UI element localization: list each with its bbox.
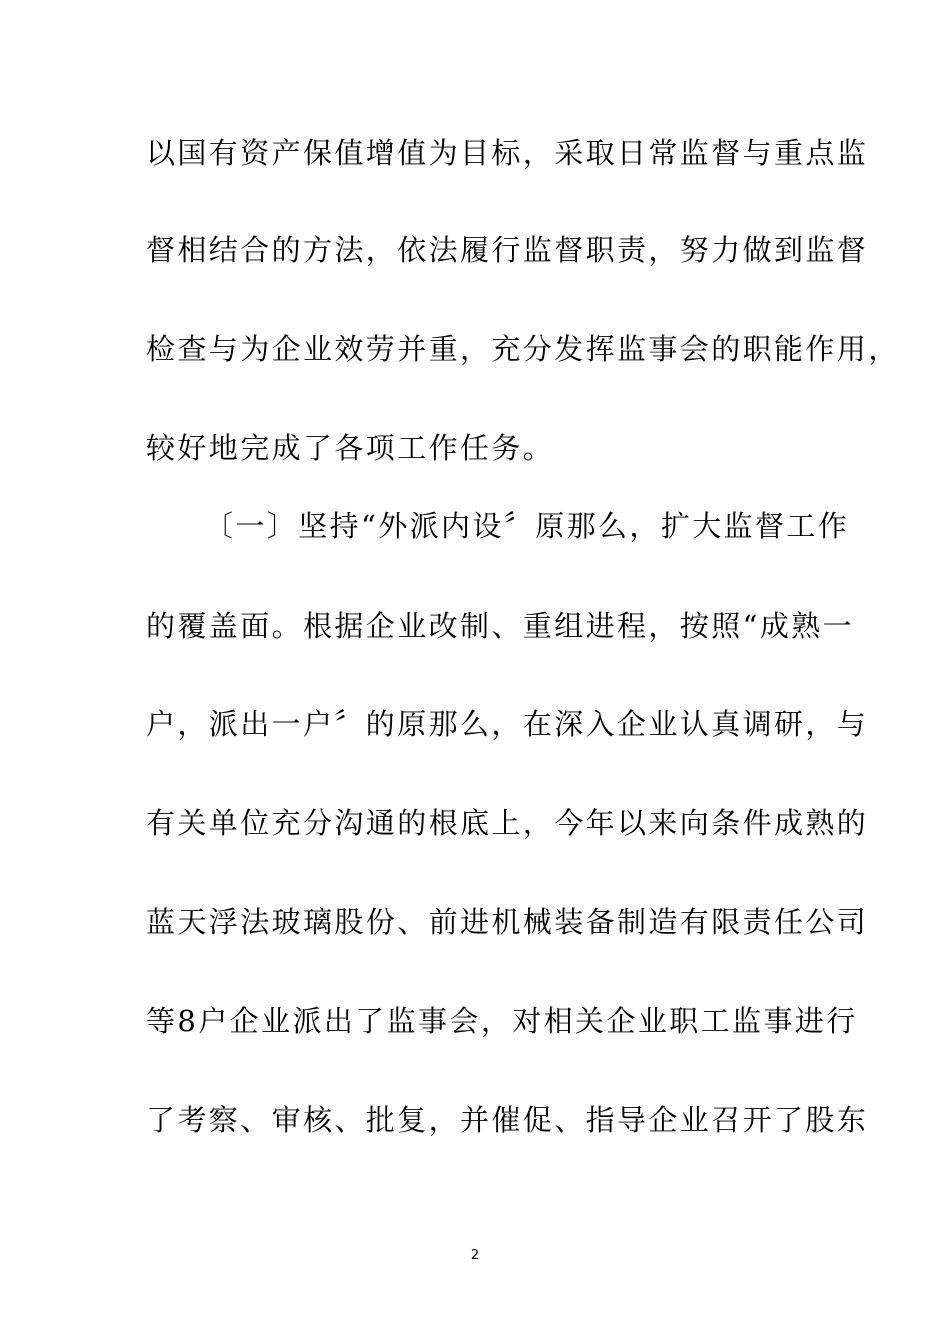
text-line-2: 督相结合的方法，依法履行监督职责，努力做到监督: [146, 233, 869, 267]
text-line-1: 以国有资产保值增值为目标，采取日常监督与重点监: [146, 136, 869, 170]
text-line-10: 等8户企业派出了监事会，对相关企业职工监事进行: [146, 1004, 858, 1038]
text-line-5: 〔一〕坚持“外派内设〞原那么，扩大监督工作: [204, 509, 850, 543]
text-line-6: 的覆盖面。根据企业改制、重组进程，按照“成熟一: [146, 609, 855, 643]
text-line-9: 蓝天浮法玻璃股份、前进机械装备制造有限责任公司: [146, 905, 869, 939]
text-line-3: 检查与为企业效劳并重，充分发挥监事会的职能作用，: [146, 332, 900, 366]
text-line-11: 了考察、审核、批复，并催促、指导企业召开了股东: [146, 1103, 869, 1137]
page-number: 2: [470, 1248, 480, 1263]
text-line-4: 较好地完成了各项工作任务。: [146, 431, 555, 465]
text-line-7: 户，派出一户〞的原那么，在深入企业认真调研，与: [146, 707, 869, 741]
text-line-8: 有关单位充分沟通的根底上，今年以来向条件成熟的: [146, 806, 869, 840]
